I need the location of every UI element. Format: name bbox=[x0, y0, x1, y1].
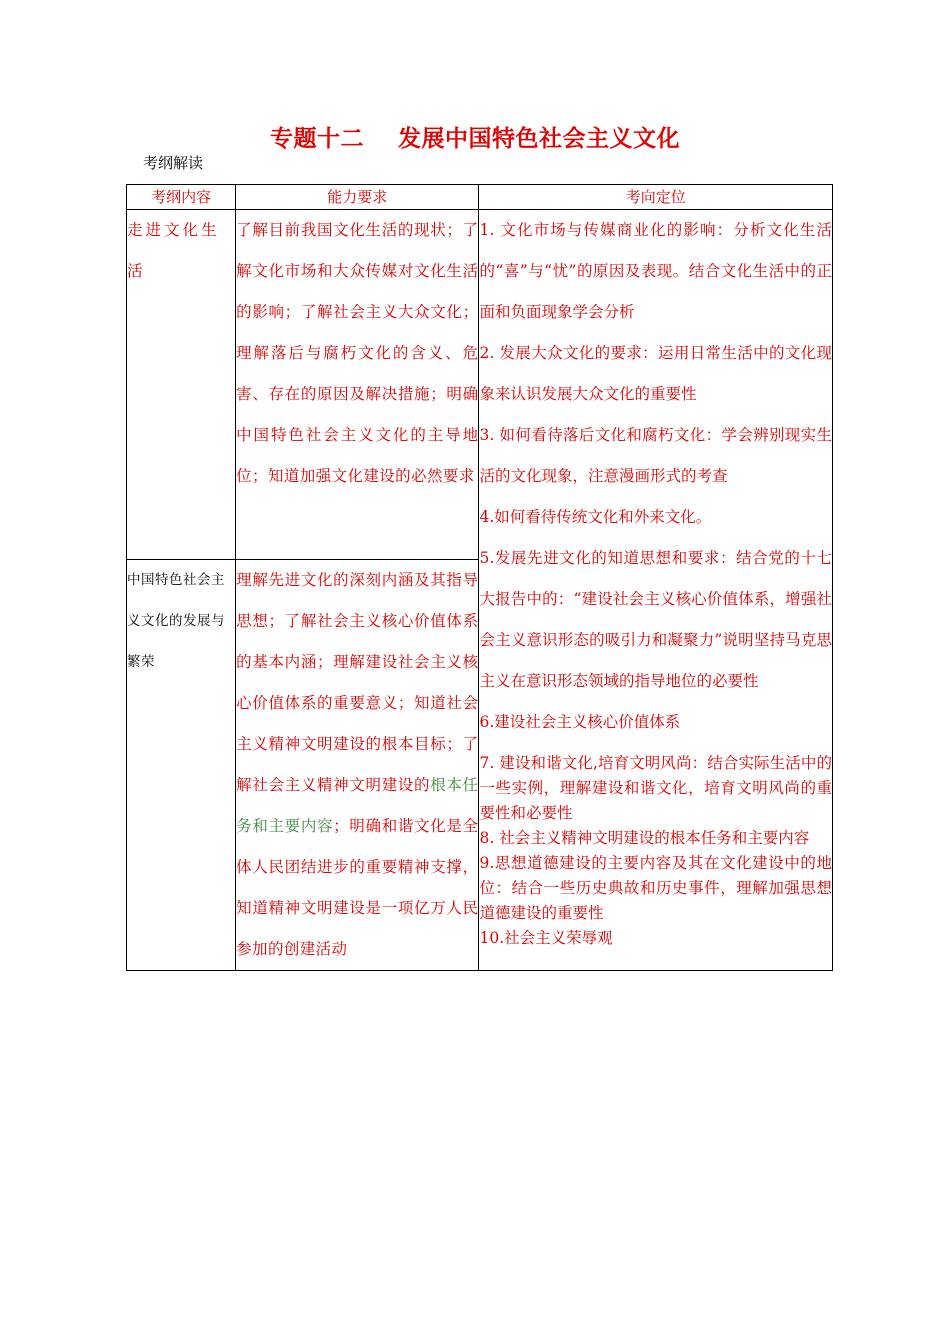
row1-ability: 了解目前我国文化生活的现状；了解文化市场和大众传媒对文化生活的影响；了解社会主义大众文化；理解落后与腐朽文化的含义、危害、存在的原因及解决措施；明确中国特色社会主义文化的主导地位；知道加强文化建设的必然要求 bbox=[236, 221, 479, 485]
table-row bbox=[127, 210, 833, 560]
row1-ability-cell bbox=[236, 210, 479, 560]
orientation-item-10: 10.社会主义荣辱观 bbox=[479, 929, 613, 947]
table-header-row bbox=[127, 185, 833, 210]
orientation-item-1: 1. 文化市场与传媒商业化的影响：分析文化生活的“喜”与“忧”的原因及表现。结合文化生活中的正面和负面现象学会分析 bbox=[479, 221, 832, 321]
orientation-item-4: 4.如何看待传统文化和外来文化。 bbox=[479, 508, 712, 526]
header-orientation: 考向定位 bbox=[479, 185, 833, 210]
page-title: 专题十二 发展中国特色社会主义文化 bbox=[269, 125, 681, 152]
row2-ability-highlight: 根本任务和主要内容 bbox=[236, 776, 479, 835]
orientation-item-5: 5.发展先进文化的知道思想和要求：结合党的十七大报告中的：“建设社会主义核心价值体系，增强社会主义意识形态的吸引力和凝聚力”说明坚持马克思主义在意识形态领域的指导地位的必要性 bbox=[479, 549, 832, 690]
header-ability: 能力要求 bbox=[236, 185, 479, 210]
row2-content-cell bbox=[127, 560, 236, 971]
row2-ability-cell bbox=[236, 560, 479, 971]
syllabus-table bbox=[126, 184, 833, 971]
section-subtitle: 考纲解读 bbox=[143, 154, 204, 172]
orientation-item-9: 9.思想道德建设的主要内容及其在文化建设中的地位：结合一些历史典故和历史事件，理解加强思想道德建设的重要性 bbox=[479, 854, 832, 922]
orientation-item-7: 7. 建设和谐文化,培育文明风尚：结合实际生活中的一些实例，理解建设和谐文化，培育文明风尚的重要性和必要性 bbox=[479, 754, 832, 822]
row2-ability-part1: 理解先进文化的深刻内涵及其指导思想；了解社会主义核心价值体系的基本内涵；理解建设社会主义核心价值体系的重要意义；知道社会主义精神文明建设的根本目标；了解社会主义精神文明建设的 bbox=[236, 571, 479, 794]
row2-content: 中国特色社会主义文化的发展与繁荣 bbox=[127, 572, 225, 670]
orientation-item-2: 2. 发展大众文化的要求：运用日常生活中的文化现象来认识发展大众文化的重要性 bbox=[479, 344, 832, 403]
row1-content: 走进文化生活 bbox=[127, 221, 220, 280]
orientation-cell bbox=[479, 210, 833, 971]
orientation-item-6: 6.建设社会主义核心价值体系 bbox=[479, 713, 681, 731]
orientation-item-8: 8. 社会主义精神文明建设的根本任务和主要内容 bbox=[479, 829, 810, 847]
row2-ability-part2: ；明确和谐文化是全体人民团结进步的重要精神支撑，知道精神文明建设是一项亿万人民参加的创建活动 bbox=[236, 817, 479, 958]
orientation-item-3: 3. 如何看待落后文化和腐朽文化：学会辨别现实生活的文化现象，注意漫画形式的考查 bbox=[479, 426, 832, 485]
header-content: 考纲内容 bbox=[127, 185, 236, 210]
row1-content-cell bbox=[127, 210, 236, 560]
